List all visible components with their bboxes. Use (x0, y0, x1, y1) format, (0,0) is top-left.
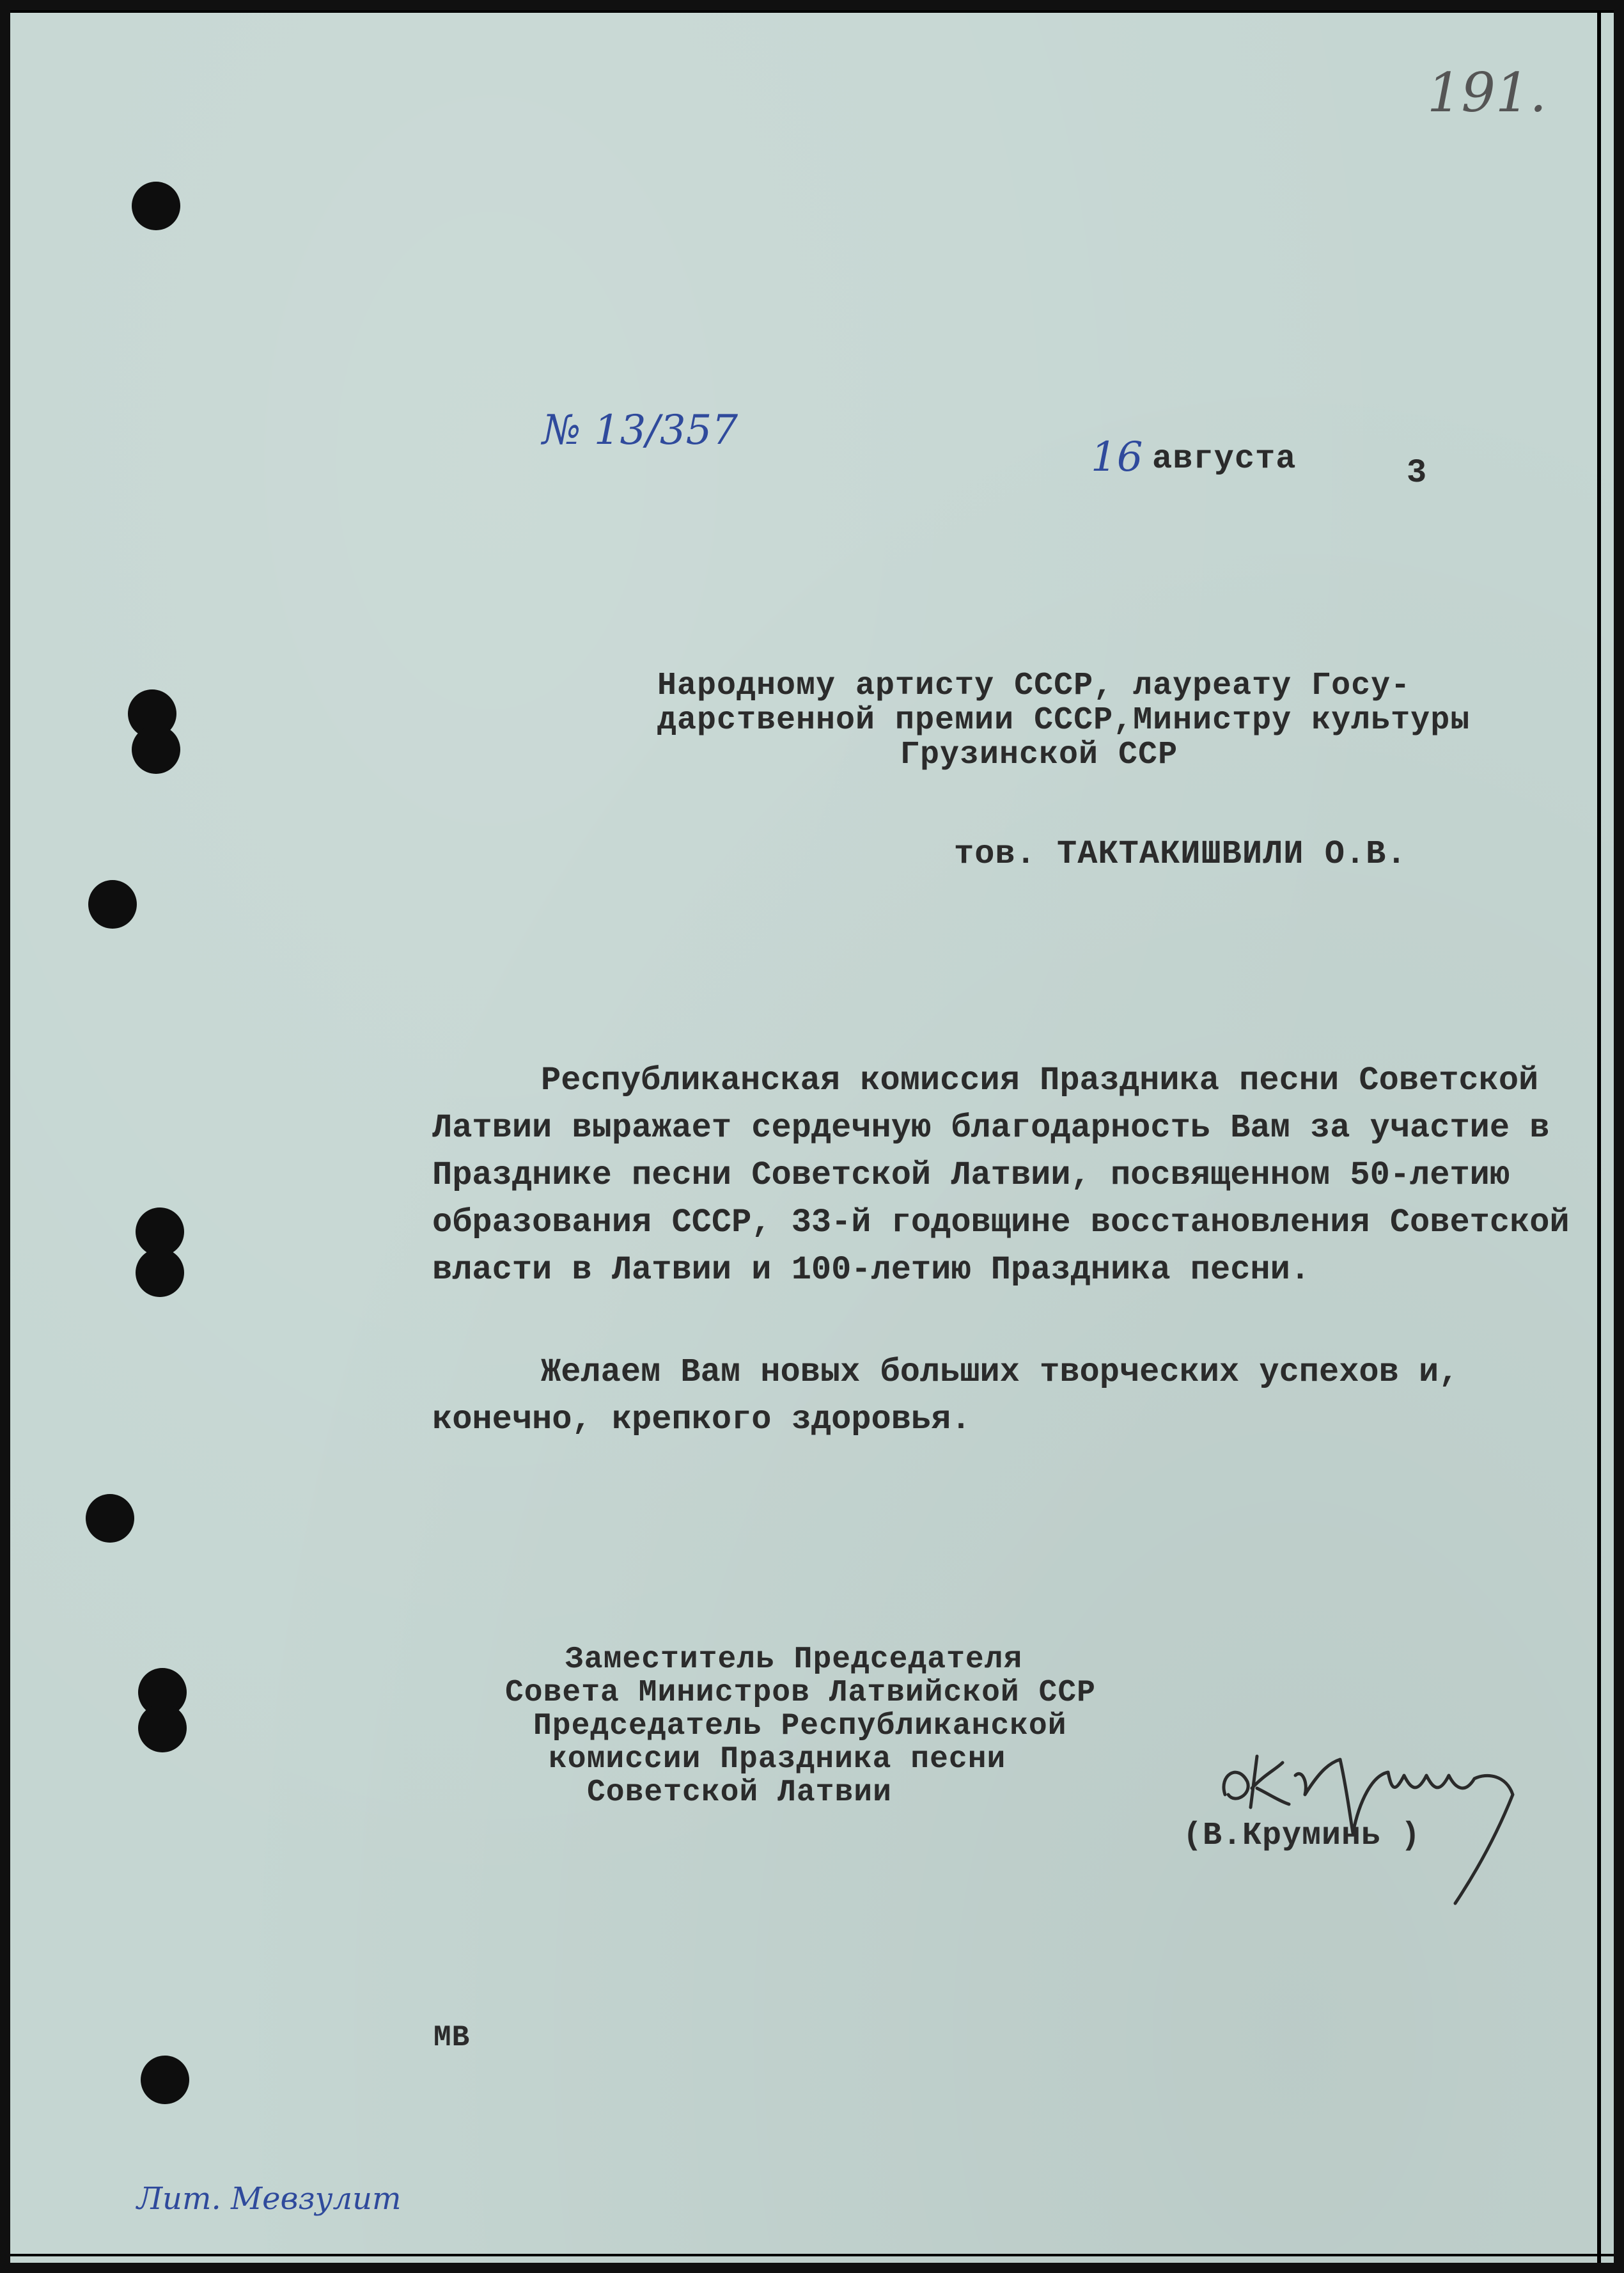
body-line: Желаем Вам новых больших творческих успехов и, (541, 1353, 1459, 1391)
addressee-name: тов. ТАКТАКИШВИЛИ О.В. (954, 835, 1407, 873)
signature-title-line: комиссии Праздника песни (549, 1742, 1006, 1777)
punch-hole (141, 2056, 189, 2104)
punch-hole (138, 1704, 187, 1752)
punch-hole (132, 725, 180, 774)
registration-number: № 13/357 (542, 407, 738, 454)
punch-hole (88, 880, 137, 929)
frame-right (1597, 10, 1601, 2263)
handwritten-note: Лит. Мевзулит (137, 2181, 402, 2217)
frame-bottom (10, 2254, 1614, 2256)
handwritten-signature (1212, 1699, 1545, 1916)
addressee-line: Грузинской ССР (900, 737, 1178, 773)
punch-hole (132, 182, 180, 230)
signature-title-line: Совета Министров Латвийской ССР (505, 1676, 1096, 1710)
body-line: Латвии выражает сердечную благодарность Вам за участие в (432, 1109, 1550, 1147)
date-year: 3 (1407, 454, 1428, 492)
body-line: Республиканская комиссия Праздника песни Советской (541, 1062, 1539, 1099)
body-line: Празднике песни Советской Латвии, посвященном 50-летию (432, 1156, 1510, 1194)
punch-hole (136, 1248, 184, 1297)
page-number: 191. (1427, 61, 1547, 124)
addressee-line: дарственной премии СССР,Министру культуры (657, 702, 1471, 739)
body-line: образования СССР, 33-й годовщине восстановления Советской (432, 1204, 1570, 1241)
body-line: власти в Латвии и 100-летию Праздника песни. (432, 1251, 1311, 1289)
signature-title-line: Советской Латвии (587, 1775, 892, 1810)
date-day: 16 (1091, 434, 1143, 481)
body-line: конечно, крепкого здоровья. (432, 1401, 971, 1438)
addressee-line: Народному артисту СССР, лауреату Госу- (657, 668, 1411, 704)
signature-title-line: Председатель Республиканской (533, 1709, 1067, 1743)
frame-top (10, 10, 1614, 13)
document-sheet (10, 10, 1614, 2263)
signatory-name: (В.Круминь ) (1183, 1818, 1421, 1854)
date-month: августа (1152, 440, 1297, 478)
typist-initials: МВ (433, 2021, 471, 2054)
signature-title-line: Заместитель Председателя (565, 1642, 1023, 1677)
punch-hole (86, 1494, 134, 1543)
